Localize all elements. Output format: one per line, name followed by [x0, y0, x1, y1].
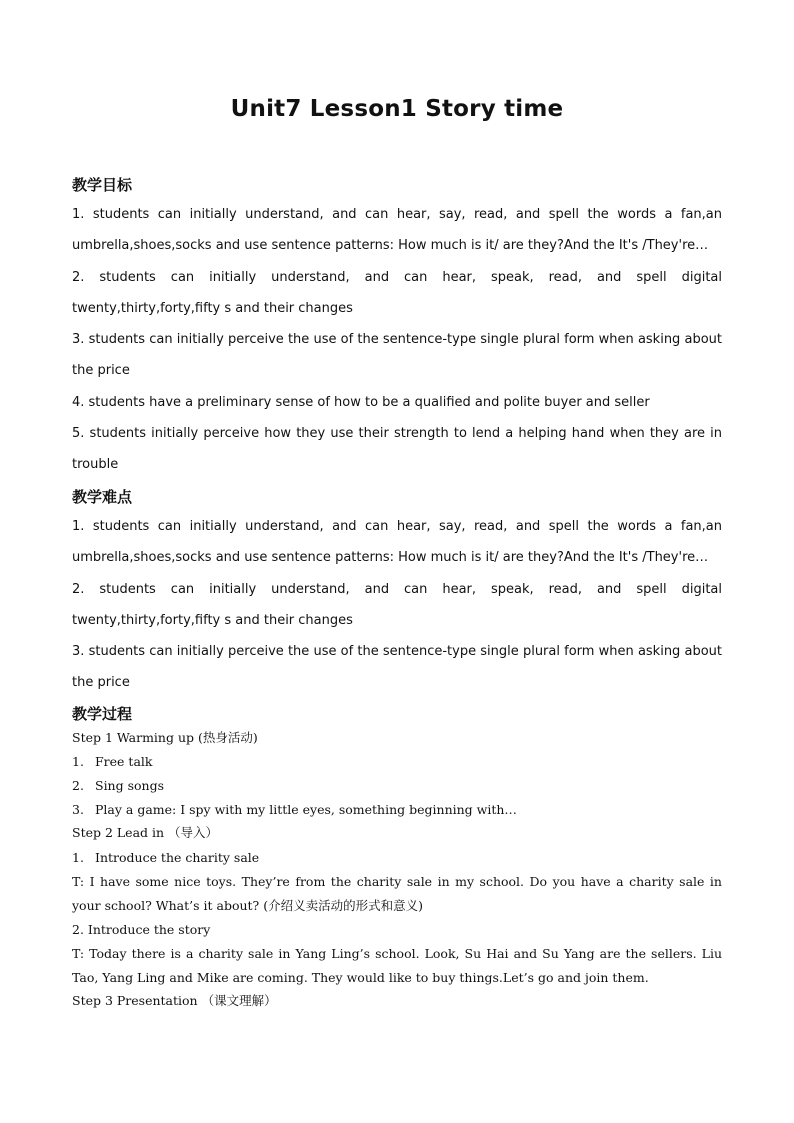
difficulty-line: twenty,thirty,forty,fifty s and their changes [72, 613, 353, 628]
objective-line: 1. students can initially understand, and can hear, say, read, and spell the words a fan,an [72, 207, 722, 222]
difficulties-heading: 教学难点 [72, 488, 133, 506]
objective-line: twenty,thirty,forty,fifty s and their changes [72, 301, 353, 316]
list-number: 2. [72, 778, 84, 793]
paragraph-line: T: Today there is a charity sale in Yang Ling’s school. Look, Su Hai and Su Yang are the sellers. Liu [72, 946, 722, 961]
objective-line: 3. students can initially perceive the use of the sentence-type single plural form when asking about [72, 332, 722, 347]
paragraph-line: T: I have some nice toys. They’re from the charity sale in my school. Do you have a charity sale in [72, 874, 722, 889]
objective-line: 2. students can initially understand, and can hear, speak, read, and spell digital [72, 270, 722, 285]
list-item: Sing songs [95, 778, 164, 793]
objective-line: the price [72, 363, 130, 378]
list-number: 3. [72, 802, 84, 817]
difficulty-line: 1. students can initially understand, and can hear, say, read, and spell the words a fan,an [72, 519, 722, 534]
list-item: Introduce the charity sale [95, 850, 260, 865]
paragraph-line: Tao, Yang Ling and Mike are coming. They would like to buy things.Let’s go and join them. [72, 970, 649, 985]
objective-line: 5. students initially perceive how they use their strength to lend a helping hand when they are in [72, 426, 722, 441]
difficulty-line: umbrella,shoes,socks and use sentence patterns: How much is it/ are they?And the It's /They're… [72, 550, 709, 565]
list-item: Free talk [95, 754, 153, 769]
difficulty-line: the price [72, 675, 130, 690]
list-number: 1. [72, 754, 84, 769]
list-item: Play a game: I spy with my little eyes, something beginning with… [95, 802, 517, 817]
difficulty-line: 2. students can initially understand, and can hear, speak, read, and spell digital [72, 582, 722, 597]
objective-line: umbrella,shoes,socks and use sentence patterns: How much is it/ are they?And the It's /They're… [72, 238, 709, 253]
step-2-title: Step 2 Lead in （导入） [72, 825, 219, 840]
step-1-title: Step 1 Warming up (热身活动) [72, 730, 258, 745]
list-item: 2. Introduce the story [72, 922, 211, 937]
process-heading: 教学过程 [72, 705, 133, 723]
paragraph-line: your school? What’s it about? (介绍义卖活动的形式和意义) [72, 898, 423, 913]
objectives-heading: 教学目标 [72, 176, 133, 194]
page-title: Unit7 Lesson1 Story time [230, 96, 564, 122]
difficulty-line: 3. students can initially perceive the use of the sentence-type single plural form when asking about [72, 644, 722, 659]
objective-line: trouble [72, 457, 119, 472]
list-number: 1. [72, 850, 84, 865]
step-3-title: Step 3 Presentation （课文理解） [72, 993, 277, 1008]
objective-line: 4. students have a preliminary sense of how to be a qualified and polite buyer and seller [72, 395, 650, 410]
